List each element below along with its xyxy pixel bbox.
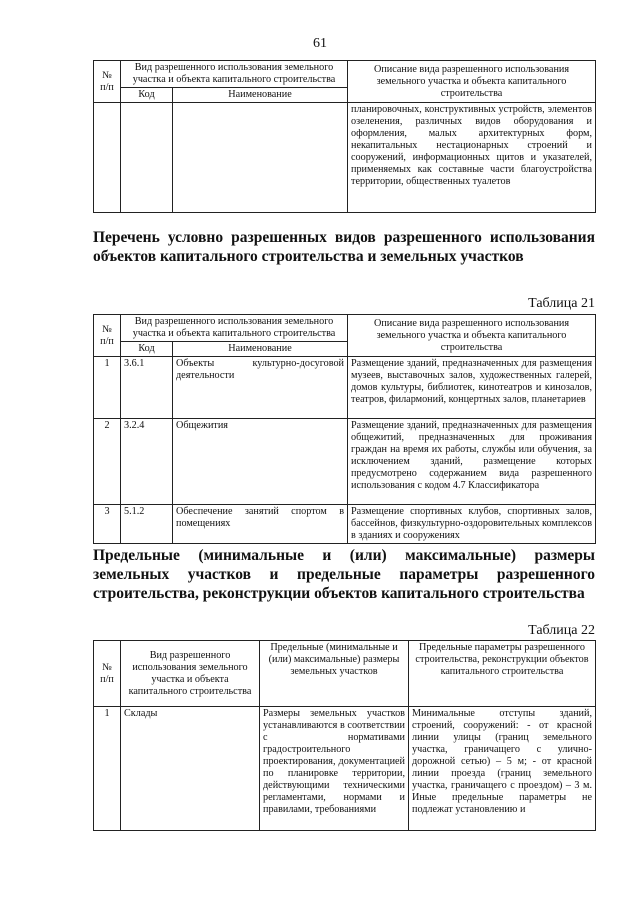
header-code: Код: [121, 88, 173, 103]
row-code: 5.1.2: [121, 505, 173, 544]
row-description: Размещение зданий, предназначенных для размещения общежитий, предназначенных для проживания граждан на время их работы, службы или обучения, за исключением зданий, размещение которых предусмотрено содержанием вида разрешенного использования с кодом 4.7 Классификатора: [348, 419, 596, 505]
header-type: Вид разрешенного использования земельного участка и объекта капитального строительства: [121, 641, 260, 707]
table-row: [94, 357, 596, 419]
row-name: Объекты культурно-досуговой деятельности: [173, 357, 348, 419]
header-type-group: Вид разрешенного использования земельного участка и объекта капитального строительства: [121, 61, 348, 88]
table-21: [93, 314, 596, 544]
row-sizes: Размеры земельных участков устанавливаются в соответствии с нормативами градостроительного проектирования, документацией по планировке территории, действующими техническими регламентами, нормами и правилами, требованиями: [260, 707, 409, 831]
header-sizes: Предельные (минимальные и (или) максимальные) размеры земельных участков: [260, 641, 409, 707]
row-type: Склады: [121, 707, 260, 831]
header-description: Описание вида разрешенного использования земельного участка и объекта капитального строительства: [348, 315, 596, 357]
table-22: [93, 640, 596, 831]
header-num: № п/п: [94, 315, 121, 357]
row-num: 1: [94, 357, 121, 419]
heading-conditional-uses: Перечень условно разрешенных видов разрешенного использования объектов капитального строительства и земельных участков: [93, 229, 595, 265]
header-type-group: Вид разрешенного использования земельного участка и объекта капитального строительства: [121, 315, 348, 342]
table-cell: [173, 103, 348, 213]
row-description: Размещение спортивных клубов, спортивных залов, бассейнов, физкультурно-оздоровительных комплексов в зданиях и сооружениях: [348, 505, 596, 544]
table-row: [94, 419, 596, 505]
table-cell: [94, 103, 121, 213]
row-code: 3.6.1: [121, 357, 173, 419]
row-params: Минимальные отступы зданий, строений, сооружений: - от красной линии улицы (границ земельного участка, граничащего с улично-дорожной сетью) – 5 м; - от красной линии проезда (границ земельного участка, граничащего с проездом) – 3 м. Иные предельные параметры не подлежат установлению и: [409, 707, 596, 831]
row-num: 2: [94, 419, 121, 505]
header-name: Наименование: [173, 88, 348, 103]
header-num: № п/п: [94, 61, 121, 103]
continuation-description: планировочных, конструктивных устройств, элементов озеленения, различных видов оборудования и оформления, малых архитектурных форм, некапитальных нестационарных строений и сооружений, информационных щитов и указателей, применяемых как составные части благоустройства территории, общественных туалетов: [348, 103, 596, 213]
table-row: [94, 505, 596, 544]
row-name: Обеспечение занятий спортом в помещениях: [173, 505, 348, 544]
row-name: Общежития: [173, 419, 348, 505]
table-22-label: Таблица 22: [528, 623, 595, 638]
row-num: 1: [94, 707, 121, 831]
row-num: 3: [94, 505, 121, 544]
header-num: № п/п: [94, 641, 121, 707]
table-row: [94, 707, 596, 831]
row-code: 3.2.4: [121, 419, 173, 505]
header-description: Описание вида разрешенного использования земельного участка и объекта капитального строительства: [348, 61, 596, 103]
table-cell: [121, 103, 173, 213]
header-name: Наименование: [173, 342, 348, 357]
header-params: Предельные параметры разрешенного строительства, реконструкции объектов капитального строительства: [409, 641, 596, 707]
table-21-label: Таблица 21: [528, 296, 595, 311]
page-number: 61: [313, 36, 327, 51]
continuation-table: [93, 60, 596, 213]
heading-parameter-limits: Предельные (минимальные и (или) максимальные) размеры земельных участков и предельные параметры разрешенного строительства, реконструкции объектов капитального строительства: [93, 547, 595, 602]
row-description: Размещение зданий, предназначенных для размещения музеев, выставочных залов, художественных галерей, домов культуры, библиотек, кинотеатров и кинозалов, театров, филармоний, концертных залов, планетариев: [348, 357, 596, 419]
header-code: Код: [121, 342, 173, 357]
